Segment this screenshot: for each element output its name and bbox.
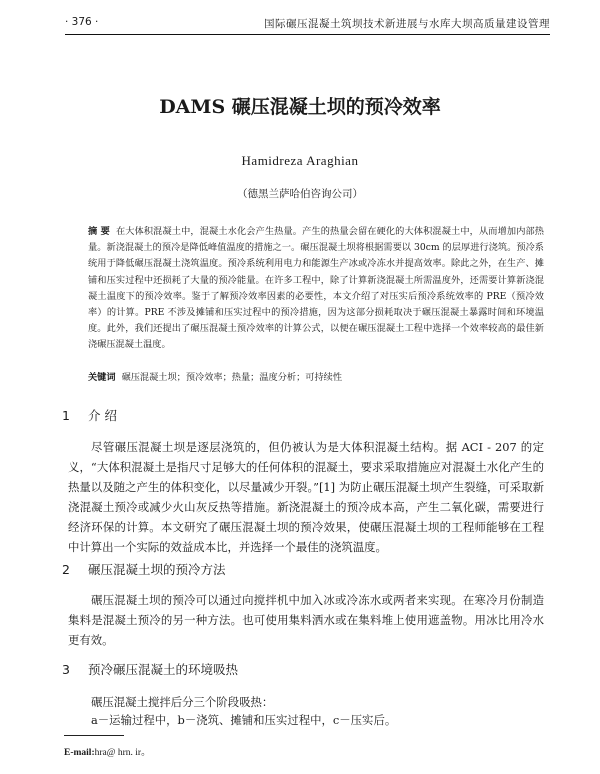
section-number: 2: [62, 562, 70, 577]
footnote-label: E-mail:: [64, 748, 95, 758]
section-title: 碾压混凝土坝的预冷方法: [88, 562, 226, 577]
section-number: 3: [62, 662, 70, 677]
section-number: 1: [62, 408, 70, 423]
running-header: [65, 14, 550, 32]
author: Hamidreza Araghian: [241, 153, 359, 168]
affiliation: （德黑兰萨哈伯咨询公司）: [237, 188, 363, 200]
paper-title: DAMS 碾压混凝土坝的预冷效率: [159, 96, 441, 118]
footnote-value: hra@ hrn. ir。: [94, 748, 151, 758]
section-title: 预冷碾压混凝土的环境吸热: [88, 662, 239, 677]
keywords-label: 关键词: [88, 372, 116, 383]
footnote-rule: [64, 735, 124, 736]
abstract-text: 在大体积混凝土中，混凝土水化会产生热量。产生的热量会留在硬化的大体积混凝土中，从而增加内部热量。新浇混凝土的预冷是降低峰值温度的措施之一。碾压混凝土坝将根据需要以 30cm 的层厚进行浇筑。预冷系统用于降低碾压混凝土浇筑温度。预冷系统利用电力和能源生产冰或冷冻水并提高效率。除此之外，在生产、摊铺和压实过程中还损耗了大量的预冷能量。在许多工程中，除了计算新浇混凝土所需温度外，还需要计算新浇混凝土温度下的预冷效率。鉴于了解预冷效率因素的必要性，本文介绍了对压实后预冷系统效率的 PRE（预冷效率）的计算。PRE 不涉及摊铺和压实过程中的预冷措施，因为这部分损耗取决于碾压混凝土暴露时间和环境温度。此外，我们还提出了碾压混凝土预冷效率的计算公式，以便在碾压混凝土工程中选择一个效率较高的最佳新浇碾压混凝土温度。: [88, 226, 544, 351]
header-rule: [65, 34, 550, 35]
abstract-label: 摘 要: [88, 226, 110, 237]
section-heading-introduction: [62, 406, 117, 424]
keywords-text: 碾压混凝土坝；预冷效率；热量；温度分析；可持续性: [121, 372, 343, 383]
paragraph-environment-stages: a－运输过程中，b－浇筑、摊铺和压实过程中，c－压实后。: [91, 713, 397, 727]
running-title: 国际碾压混凝土筑坝技术新进展与水库大坝高质量建设管理: [264, 18, 550, 30]
keywords: [88, 370, 544, 386]
paragraph-environment-intro: 碾压混凝土搅拌后分三个阶段吸热：: [91, 695, 274, 709]
page-number: · 376 ·: [65, 16, 99, 28]
section-title: 介 绍: [88, 408, 117, 423]
paragraph-methods: 碾压混凝土坝的预冷可以通过向搅拌机中加入冰或冷冻水或两者来实现。在寒冷月份制造集料是混凝土预冷的另一种方法。也可使用集料洒水或在集料堆上使用遮盖物。用冰比用冷水更有效。: [68, 593, 544, 647]
abstract: [88, 224, 544, 354]
paragraph-introduction: 尽管碾压混凝土坝是逐层浇筑的，但仍被认为是大体积混凝土结构。据 ACI - 207 的定义，“大体积混凝土是指尺寸足够大的任何体积的混凝土，要求采取措施应对混凝土水化产生的热量以及随之产生的体积变化，以尽量减少开裂。”[1] 为防止碾压混凝土坝产生裂缝，可采取新浇混凝土预冷或减少火山灰反热等措施。新浇混凝土的预冷成本高，产生二氧化碳，需要进行经济环保的计算。本文研究了碾压混凝土坝的预冷效果，使碾压混凝土坝的工程师能够在工程中计算出一个实际的效益成本比，并选择一个最佳的浇筑温度。: [68, 440, 544, 554]
section-heading-environment: [62, 660, 238, 678]
footnote-email: [64, 744, 151, 758]
section-heading-methods: [62, 560, 226, 578]
